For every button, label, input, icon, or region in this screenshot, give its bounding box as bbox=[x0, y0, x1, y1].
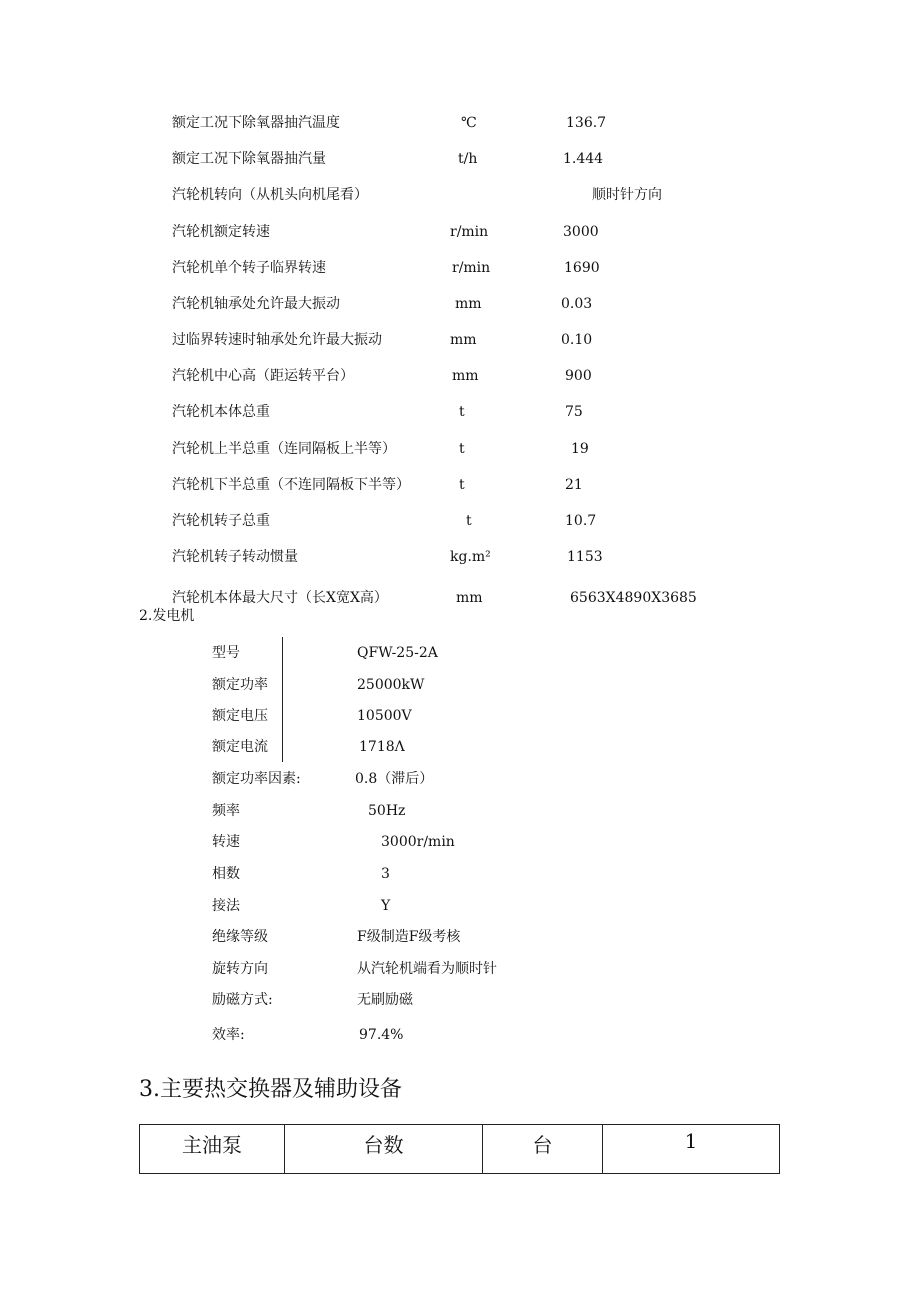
gen-param-name: 额定电流 bbox=[212, 739, 268, 755]
gen-param-value: 3 bbox=[381, 866, 390, 882]
gen-param-name: 频率 bbox=[212, 803, 240, 819]
param-value: 1690 bbox=[564, 260, 600, 276]
gen-param-name: 相数 bbox=[212, 866, 240, 882]
param-unit: r/min bbox=[452, 260, 491, 276]
param-name: 汽轮机下半总重（不连同隔板下半等） bbox=[172, 477, 410, 493]
param-name: 汽轮机额定转速 bbox=[172, 224, 270, 240]
section-heading-heat-exchangers: 3.主要热交换器及辅助设备 bbox=[139, 1077, 402, 1102]
param-unit: mm bbox=[452, 368, 479, 384]
param-unit: kg.m² bbox=[450, 549, 491, 565]
gen-param-name: 效率: bbox=[212, 1027, 245, 1043]
gen-param-name: 额定功率因素: bbox=[212, 771, 301, 787]
param-name: 汽轮机本体总重 bbox=[172, 404, 270, 420]
param-value: 136.7 bbox=[566, 115, 607, 131]
param-value: 1153 bbox=[567, 549, 603, 565]
section-heading-generator: 2.发电机 bbox=[139, 608, 195, 624]
param-unit: t bbox=[459, 441, 465, 457]
table-cell: 主油泵 bbox=[140, 1125, 285, 1174]
gen-param-name: 接法 bbox=[212, 898, 240, 914]
param-unit: mm bbox=[455, 296, 482, 312]
gen-param-value: 0.8（滞后） bbox=[355, 771, 434, 787]
gen-param-value: F级制造F级考核 bbox=[357, 929, 461, 945]
gen-param-value: 10500V bbox=[357, 708, 412, 724]
gen-param-value: 从汽轮机端看为顺时针 bbox=[357, 961, 497, 977]
param-unit: t bbox=[466, 513, 472, 529]
param-name: 汽轮机上半总重（连同隔板上半等） bbox=[172, 441, 396, 457]
table-cell: 台数 bbox=[285, 1125, 483, 1174]
table-cell: 台 bbox=[483, 1125, 603, 1174]
param-name: 汽轮机转子总重 bbox=[172, 513, 270, 529]
param-name: 额定工况下除氧器抽汽温度 bbox=[172, 115, 340, 131]
table-divider bbox=[282, 637, 283, 762]
gen-param-value: 无刷励磁 bbox=[357, 992, 413, 1008]
param-unit: t bbox=[459, 477, 465, 493]
gen-param-name: 绝缘等级 bbox=[212, 929, 268, 945]
param-value: 10.7 bbox=[565, 513, 597, 529]
gen-param-value: 1718Λ bbox=[359, 739, 405, 755]
param-name: 过临界转速时轴承处允许最大振动 bbox=[172, 332, 382, 348]
param-name: 汽轮机中心高（距运转平台） bbox=[172, 368, 354, 384]
param-name: 汽轮机本体最大尺寸（长X宽X高） bbox=[172, 590, 388, 606]
param-name: 汽轮机单个转子临界转速 bbox=[172, 260, 326, 276]
param-unit: mm bbox=[456, 590, 483, 606]
gen-param-value: QFW-25-2A bbox=[357, 645, 438, 661]
param-unit: t/h bbox=[458, 151, 478, 167]
param-name: 汽轮机轴承处允许最大振动 bbox=[172, 296, 340, 312]
param-value: 75 bbox=[565, 404, 583, 420]
table-row bbox=[140, 1125, 780, 1174]
param-value: 6563X4890X3685 bbox=[570, 590, 697, 606]
gen-param-value: 25000kW bbox=[357, 677, 425, 693]
gen-param-value: 97.4% bbox=[359, 1027, 404, 1043]
gen-param-name: 额定功率 bbox=[212, 677, 268, 693]
param-value: 1.444 bbox=[563, 151, 604, 167]
param-value: 900 bbox=[565, 368, 592, 384]
gen-param-name: 型号 bbox=[212, 645, 240, 661]
param-unit: r/min bbox=[450, 224, 489, 240]
param-value: 3000 bbox=[563, 224, 599, 240]
param-value: 0.10 bbox=[561, 332, 593, 348]
param-value: 顺时针方向 bbox=[592, 187, 662, 203]
param-unit: t bbox=[459, 404, 465, 420]
gen-param-name: 额定电压 bbox=[212, 708, 268, 724]
gen-param-value: Y bbox=[381, 898, 391, 914]
param-unit: ℃ bbox=[461, 115, 477, 131]
param-value: 21 bbox=[565, 477, 583, 493]
param-value: 0.03 bbox=[561, 296, 593, 312]
param-value: 19 bbox=[571, 441, 589, 457]
table-cell: 1 bbox=[603, 1125, 780, 1174]
equipment-table bbox=[139, 1124, 780, 1174]
gen-param-name: 转速 bbox=[212, 834, 240, 850]
gen-param-name: 励磁方式: bbox=[212, 992, 273, 1008]
param-name: 汽轮机转子转动惯量 bbox=[172, 549, 298, 565]
param-name: 汽轮机转向（从机头向机尾看） bbox=[172, 187, 368, 203]
gen-param-name: 旋转方向 bbox=[212, 961, 268, 977]
param-unit: mm bbox=[450, 332, 477, 348]
gen-param-value: 3000r∕min bbox=[381, 834, 455, 850]
gen-param-value: 50Hz bbox=[368, 803, 406, 819]
param-name: 额定工况下除氧器抽汽量 bbox=[172, 151, 326, 167]
